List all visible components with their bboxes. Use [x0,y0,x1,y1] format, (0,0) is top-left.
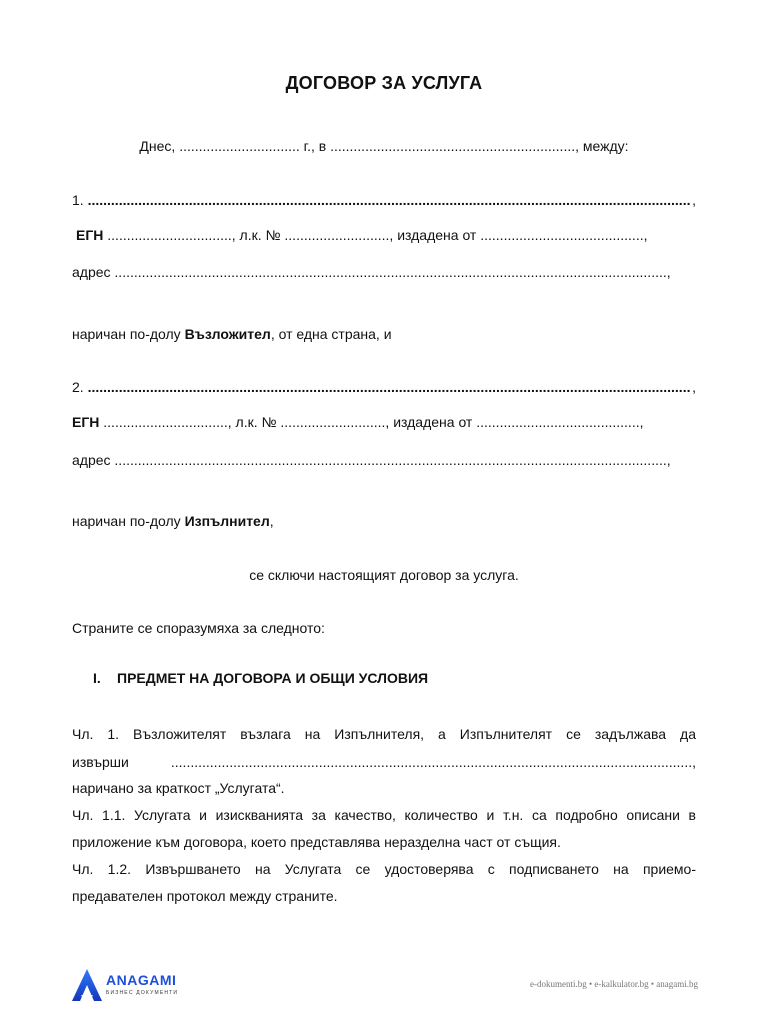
party1-egn-line [76,226,696,244]
party1-designation [72,325,696,343]
party2-egn-label: ЕГН [72,414,100,430]
anagami-logo-icon [70,968,104,1004]
document-title: ДОГОВОР ЗА УСЛУГА [285,73,483,93]
clause-1-1-line-1: Чл. 1.1. Услугата и изискванията за качество, количество и т.н. са подробно описани в [72,807,696,823]
clause-1-1-line-2: приложение към договора, което представлява неразделна част от същия. [72,834,561,850]
clause-1-2-line-2: предавателен протокол между страните. [72,888,338,904]
party1-address-line: адрес .............................................................................................................................................., [72,264,671,280]
intro-line: Днес, ............................... г., в ..............................................................., между: [139,138,629,154]
clause-1-line-2 [72,753,696,771]
party2-address-line: адрес .............................................................................................................................................., [72,452,671,468]
clause-1-blank: ......................................................................................................................................, [170,754,696,770]
party1-designation-suffix: , от една страна, и [270,326,392,342]
party1-role: Възложител [184,326,271,342]
party2-egn-line [72,413,696,431]
concluded-line: се сключи настоящият договор за услуга. [249,567,519,583]
clause-1-line-3: наричано за краткост „Услугата“. [72,780,285,796]
party2-number: 2. [72,379,84,395]
party1-name-end: , [692,192,696,208]
party2-egn-rest: ................................, л.к. № ..........................., издадена от .........................................., [99,414,644,430]
logo-tagline: БИЗНЕС ДОКУМЕНТИ [106,990,179,996]
party1-egn-label: ЕГН [76,227,104,243]
agreed-line: Страните се споразумяха за следното: [72,620,325,636]
party2-designation-suffix: , [269,513,274,529]
party2-role: Изпълнител [184,513,270,529]
section-heading [93,670,428,686]
party1-egn-rest: ................................, л.к. № ..........................., издадена от .........................................., [103,227,648,243]
party1-designation-prefix: наричан по-долу [72,326,185,342]
party2-designation [72,512,696,530]
party2-name-line [72,378,696,396]
party1-number: 1. [72,192,84,208]
party2-name-end: , [692,379,696,395]
party1-name-line [72,191,696,209]
clause-1-verb: извърши [72,754,129,770]
logo-wordmark: ANAGAMI [106,972,177,988]
party2-designation-prefix: наричан по-долу [72,513,185,529]
section-number: I. [93,670,101,686]
clause-1-2-line-1: Чл. 1.2. Извършването на Услугата се удостоверява с подписването на приемо- [72,861,696,877]
party2-name-blank: ........................................................................................................................................................... [87,379,691,395]
anagami-logo[interactable] [70,968,180,1004]
party1-name-blank: ........................................................................................................................................................... [87,192,691,208]
section-title: ПРЕДМЕТ НА ДОГОВОРА И ОБЩИ УСЛОВИЯ [117,670,429,686]
clause-1-line-1: Чл. 1. Възложителят възлага на Изпълнителя, а Изпълнителят се задължава да [72,726,696,742]
footer-links[interactable]: e-dokumenti.bg • e-kalkulator.bg • anagami.bg [529,979,698,989]
